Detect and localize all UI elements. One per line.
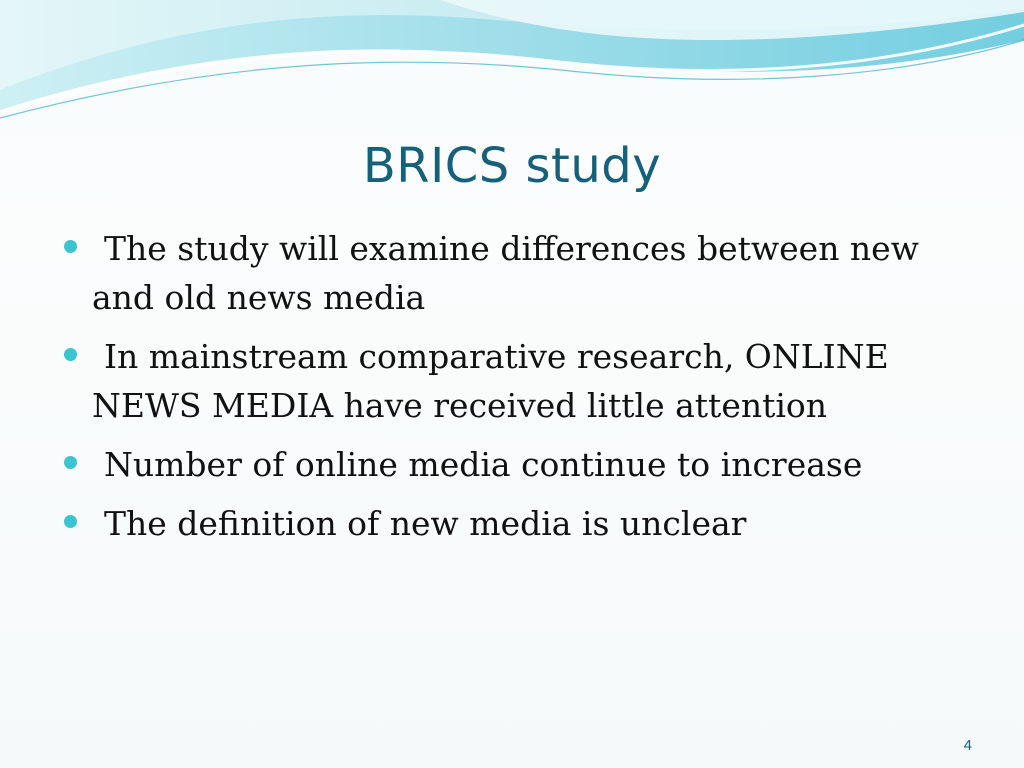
bullet-item-2 [62, 332, 962, 430]
header-wave-decoration [0, 0, 1024, 130]
bullet-dot-icon [64, 240, 77, 253]
page-number: 4 [963, 737, 972, 754]
bullet-text: Number of online media continue to increase [104, 445, 863, 484]
bullet-item-3 [62, 440, 962, 489]
bullet-text: In mainstream comparative research, ONLINE NEWS MEDIA have received little attention [92, 337, 889, 425]
bullet-item-4 [62, 499, 962, 548]
bullet-dot-icon [64, 456, 77, 469]
bullet-item-1 [62, 224, 962, 322]
bullet-text: The definition of new media is unclear [104, 504, 747, 543]
bullet-dot-icon [64, 515, 77, 528]
bullet-text: The study will examine differences between new and old news media [92, 229, 919, 317]
bullet-dot-icon [64, 348, 77, 361]
bullet-list [62, 224, 962, 558]
slide-title: BRICS study [362, 138, 662, 194]
